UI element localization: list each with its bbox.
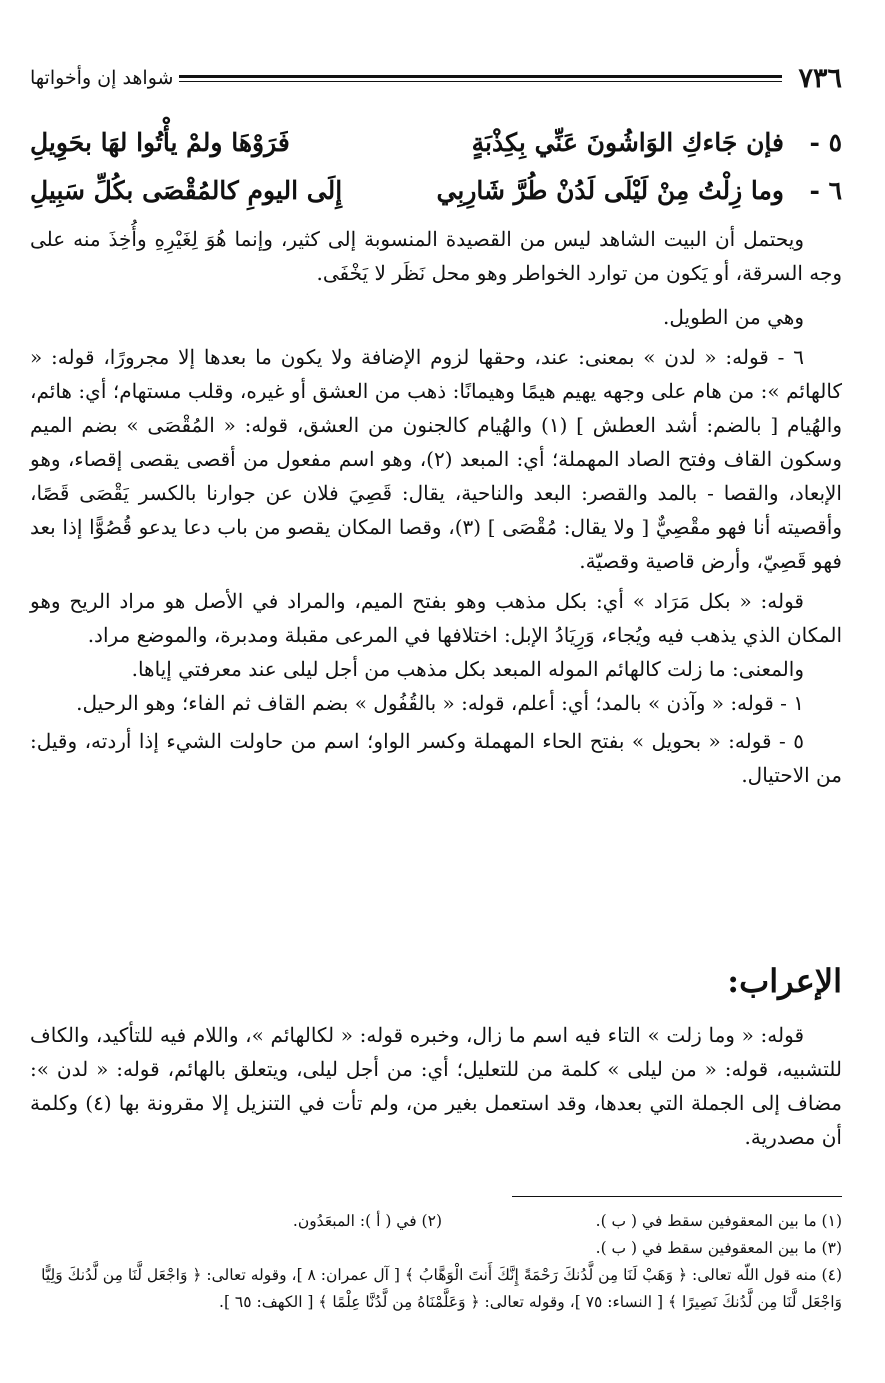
verse-second-hemistich: فَرَوْهَا ولمْ يأْتُوا لهَا بحَوِيلِ	[30, 127, 290, 157]
footnote-row	[30, 1208, 842, 1235]
commentary-text	[30, 222, 842, 792]
verse-number: ٦ -	[809, 175, 842, 205]
paragraph-meter: وهي من الطويل.	[663, 305, 804, 329]
header-rule	[179, 75, 782, 82]
paragraph-vocabulary: ٦ - قوله: « لدن » بمعنى: عند، وحقها لزوم الإضافة ولا يكون ما بعدها إلا مجرورًا، قوله: « كالهائم »: من هام على وجهه يهيم هيمًا وهيمانًا: ذهب من العشق أو غيره، وقلب مستهام؛ أي: هائم، والهُيام [ بالضم: أشد العطش ] (١) والهُيام كالجنون من العشق، قوله: « المُقْصَى » بضم الميم وسكون القاف وفتح الصاد المهملة؛ أي: المبعد (٢)، وهو اسم مفعول من أقصى يقصى إقصاء، وهو الإبعاد، والقصا - بالمد والقصر: البعد والناحية، يقال: قَصِيَ فلان عن جوارنا بالكسر يَقْصَى قَصًا، وأقصيته أنا فهو مقْصِيٌّ [ ولا يقال: مُقْصَى ] (٣)، وقصا المكان يقصو من باب دعا يدعو قُصُوًّا إذا بعد فهو قَصِيّ، وأرض قاصية وقصيّة.	[30, 345, 842, 573]
section-heading: الإعراب:	[727, 962, 842, 1000]
verse-first-hemistich: وما زِلْتُ مِنْ لَيْلَى لَدُنْ طُرَّ شَارِبِي	[436, 175, 784, 205]
footnote-3: (٣) ما بين المعقوفين سقط في ( ب ).	[595, 1239, 842, 1257]
verse-second-hemistich: إِلَى اليومِ كالمُقْصَى بكُلِّ سَبِيلِ	[30, 175, 343, 205]
paragraph-irab: قوله: « وما زلت » التاء فيه اسم ما زال، وخبره قوله: « لكالهائم »، واللام فيه للتأكيد، والكاف للتشبيه، قوله: « من ليلى » كلمة من للتعليل؛ أي: من أجل ليلى، ويتعلق بالهائم، قوله: « لدن »: مضاف إلى الجملة التي بعدها، وقد استعمل بغير من، ولم تأت في التنزيل إلا مقرونة بها (٤) وكلمة أن مصدرية.	[30, 1023, 842, 1149]
verse-first-hemistich: فإن جَاءكِ الوَاشُونَ عَنِّي بِكِذْبَةٍ	[471, 127, 784, 157]
page-number: ٧٣٦	[798, 62, 842, 94]
paragraph-note-1: ١ - قوله: « وآذن » بالمد؛ أي: أعلم، قوله: « بالقُفُول » بضم القاف ثم الفاء؛ وهو الرحيل.	[76, 691, 804, 715]
verse-line	[30, 118, 842, 166]
paragraph-note-5: ٥ - قوله: « بحويل » بفتح الحاء المهملة وكسر الواو؛ اسم من حاولت الشيء إذا أردته، وقيل: من الاحتيال.	[30, 729, 842, 787]
verse-number: ٥ -	[809, 127, 842, 157]
paragraph-meaning: والمعنى: ما زلت كالهائم الموله المبعد بكل مذهب من أجل ليلى عند معرفتي إياها.	[131, 657, 804, 681]
page-header	[30, 58, 842, 98]
poetry-verses	[30, 118, 842, 214]
footnote-separator	[512, 1196, 842, 1197]
footnote-4: (٤) منه قول اللّه تعالى: ﴿ وَهَبْ لَنَا مِن لَّدُنكَ رَحْمَةً إِنَّكَ أَنتَ الْوَهَّابُ ﴾ [ آل عمران: ٨ ]، وقوله تعالى: ﴿ وَاجْعَل لَّنَا مِن لَّدُنكَ وَلِيًّا وَاجْعَل لَّنَا مِن لَّدُنكَ نَصِيرًا ﴾ [ النساء: ٧٥ ]، وقوله تعالى: ﴿ وَعَلَّمْنَاهُ مِن لَّدُنَّا عِلْمًا ﴾ [ الكهف: ٦٥ ].	[41, 1266, 842, 1311]
paragraph-attribution: ويحتمل أن البيت الشاهد ليس من القصيدة المنسوبة إلى كثير، وإنما هُوَ لِغَيْرِهِ وأُخِذَ منه على وجه السرقة، أو يَكون من توارد الخواطر وهو محل نَظَر لا يَخْفَى.	[30, 227, 842, 285]
footnotes	[30, 1208, 842, 1316]
paragraph-murad: قوله: « بكل مَرَاد » أي: بكل مذهب وهو بفتح الميم، والمراد في الأصل هو مراد الريح وهو المكان الذي يذهب فيه ويُجاء، وَرِيَادُ الإبل: اختلافها في المرعى مقبلة ومدبرة، والموضع مراد.	[30, 589, 842, 647]
verse-line	[30, 166, 842, 214]
document-page	[30, 0, 842, 1383]
footnote-1: (١) ما بين المعقوفين سقط في ( ب ).	[595, 1212, 842, 1230]
irab-text	[30, 1018, 842, 1154]
footnote-2: (٢) في ( أ ): المبعَدُون.	[292, 1212, 442, 1230]
running-title: شواهد إن وأخواتها	[30, 67, 174, 89]
